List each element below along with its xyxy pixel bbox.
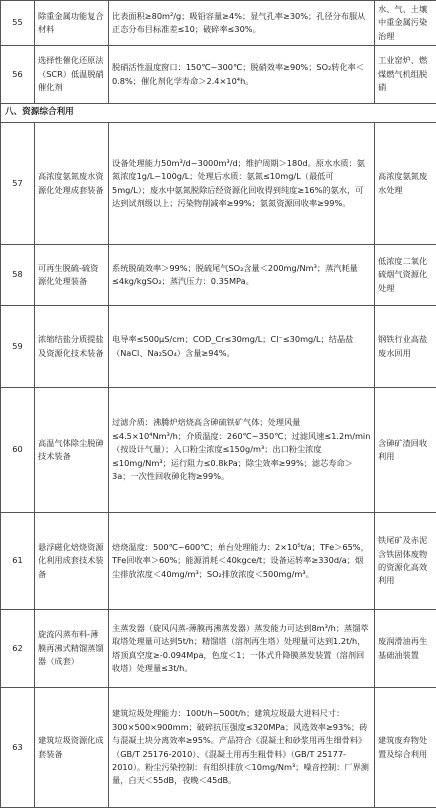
technical-indicators: 脱硝活性温度窗口：150℃~300℃；脱硝效率≥90%；SO₂转化率＜0.8%；催化剂化学寿命＞2.4×10⁴h。 (109, 46, 375, 104)
row-number: 55 (1, 1, 35, 46)
equipment-name: 选择性催化还原法（SCR）低温脱硝催化剂 (35, 46, 109, 104)
table-row (1, 688, 436, 808)
row-number: 61 (1, 513, 35, 610)
technical-indicators: 电导率≤500μS/cm；COD_Cr≤30mg/L；Cl⁻≤30mg/L；结晶盐（NaCl、Na₂SO₄）含量≥94%。 (109, 306, 375, 388)
equipment-name: 可再生脱硫-硫资源化处理装备 (35, 245, 109, 306)
table-row (1, 610, 436, 688)
application-field: 铁尾矿及赤泥含铁固体废物的资源化高效利用 (375, 513, 436, 610)
technical-indicators: 建筑垃圾处理能力：100t/h~500t/h；建筑垃圾最大进料尺寸：300×500×900mm；破碎抗压强度≤320MPa；风选效率≥93%；砖与混凝土块分离效率≥95%。产品符合《混凝土和砂浆用再生细骨料》（GB/T 25176-2010）、《混凝土用再生粗骨料》（GB/T 25177-2010）。粉尘污染控制：有组织排放＜10mg/Nm³；噪音控制：厂界测量，白天＜55dB，夜晚＜45dB。 (109, 688, 375, 808)
equipment-name: 高浓度氨氮废水资源化处理成套装备 (35, 123, 109, 245)
section-header-row (1, 104, 436, 123)
equipment-name: 建筑垃圾资源化成套装备 (35, 688, 109, 808)
row-number: 58 (1, 245, 35, 306)
technical-indicators: 过滤介质：沸腾炉焙烧高含砷硫铁矿气体；处理风量≤4.5×10⁴Nm³/h；介质温度：260℃~350℃；过滤风速≤1.2m/min（按设计气量）；入口粉尘浓度≤150g/m³；出口粉尘浓度≤10mg/Nm³；运行阻力≤0.8kPa；除尘效率≥99%；滤芯寿命＞3a；一次性回收砷化物≥99%。 (109, 388, 375, 513)
technical-indicators: 主蒸发器（旋风闪蒸-薄膜再沸蒸发器）蒸发能力可达到8m³/h；蒸馏萃取塔处理量可达到5t/h；精馏塔（溶剂再生塔）处理量可达到1.2t/h，塔顶真空度≥-0.094Mpa，色度＜1；一体式升降膜蒸发装置（溶剂回收塔）处理量≤3t/h。 (109, 610, 375, 688)
row-number: 57 (1, 123, 35, 245)
technical-indicators: 比表面积≥80m²/g；吸铅容量≥4%；显气孔率≥30%；孔径分布服从正态分布目标准差≤10；破碎率≤30%。 (109, 1, 375, 46)
application-field: 工业窑炉、燃煤燃气机组脱硝 (375, 46, 436, 104)
row-number: 63 (1, 688, 35, 808)
section-title: 八、资源综合利用 (1, 104, 436, 123)
table-row (1, 46, 436, 104)
application-field: 废润滑油再生基础油装置 (375, 610, 436, 688)
table-row (1, 388, 436, 513)
equipment-name: 高温气体除尘脱砷技术装备 (35, 388, 109, 513)
equipment-name: 悬浮磁化焙烧资源化利用成套技术装备 (35, 513, 109, 610)
equipment-name: 旋流闪蒸布料-薄膜再沸式精馏蒸馏器（成套） (35, 610, 109, 688)
technical-indicators: 焙烧温度：500℃~600℃；单台处理能力：2×10⁵t/a；TFe＞65%，TFe回收率＞60%；能源消耗＜40kgce/t；设备运转率≥330d/a；烟尘排放浓度＜40mg/m³；SO₂排放浓度＜500mg/m³。 (109, 513, 375, 610)
application-field: 高浓度氨氮废水处理 (375, 123, 436, 245)
table-row (1, 306, 436, 388)
table-row (1, 245, 436, 306)
table-row (1, 123, 436, 245)
table-row (1, 1, 436, 46)
equipment-name: 除重金属功能复合材料 (35, 1, 109, 46)
technical-indicators: 设备处理能力50m³/d~3000m³/d；维护周期＞180d。原水水质：氨氮浓度1g/L~100g/L；处理后水质：氨氮≤10mg/L（最低可5mg/L）；废水中氨氮脱除后经资源化回收得到纯度≥16%的氨水，可达到试剂级以上；污染物削减率≥99%；氨氮资源回收率≥99%。 (109, 123, 375, 245)
application-field: 低浓度二氧化硫烟气资源化处理 (375, 245, 436, 306)
row-number: 62 (1, 610, 35, 688)
application-field: 水、气、土壤中重金属污染治理 (375, 1, 436, 46)
row-number: 60 (1, 388, 35, 513)
application-field: 钢铁行业高盐废水回用 (375, 306, 436, 388)
row-number: 59 (1, 306, 35, 388)
equipment-name: 浓缩结盐分质提盐及资源化技术装备 (35, 306, 109, 388)
technical-indicators: 系统脱硫效率＞99%；脱硫尾气SO₂含量＜200mg/Nm³；蒸汽耗量≤4kg/kgSO₂；蒸汽压力：0.35MPa。 (109, 245, 375, 306)
row-number: 56 (1, 46, 35, 104)
application-field: 含砷矿渣回收利用 (375, 388, 436, 513)
application-field: 建筑废弃物处置及综合利用 (375, 688, 436, 808)
table-row (1, 513, 436, 610)
